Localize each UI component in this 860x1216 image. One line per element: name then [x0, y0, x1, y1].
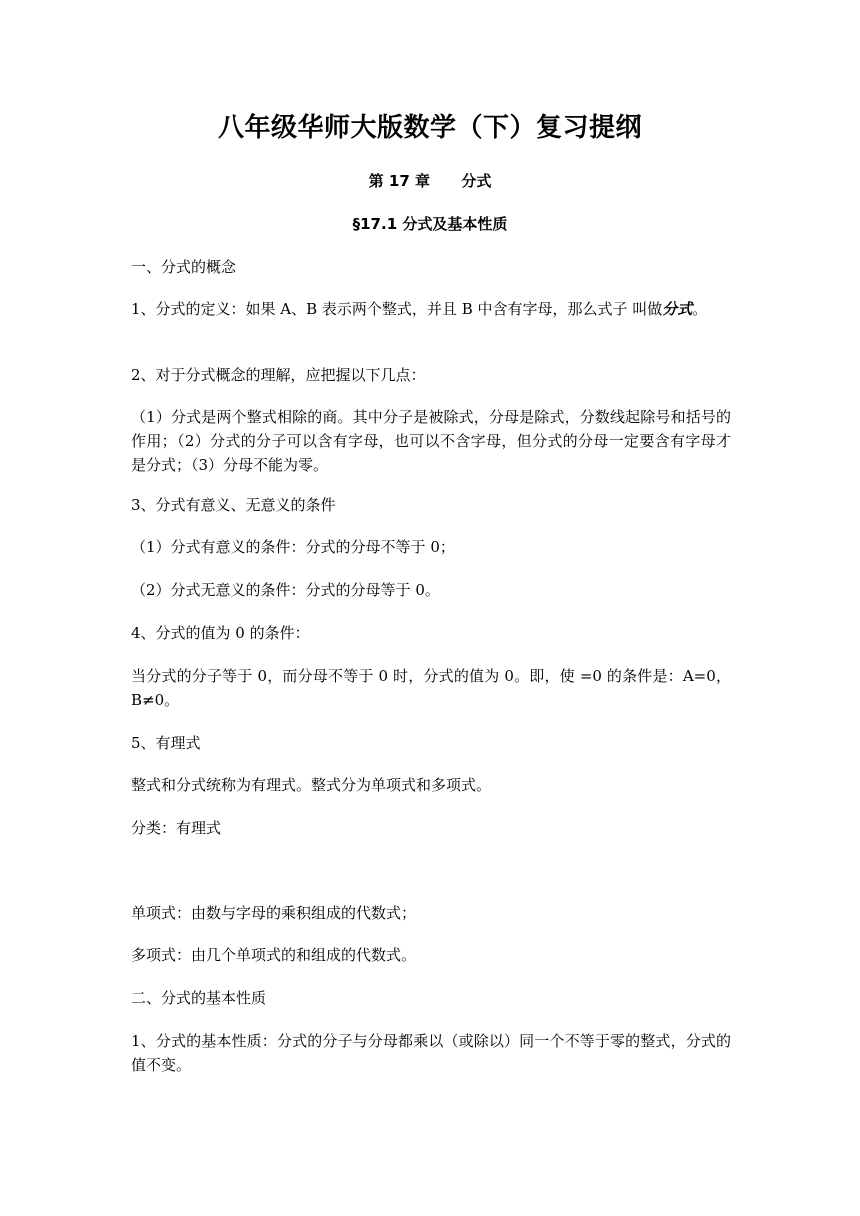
- definition-end: 。: [692, 300, 708, 318]
- paragraph-fraction-definition: [131, 297, 731, 321]
- paragraph-monomial: 单项式：由数与字母的乘积组成的代数式；: [131, 904, 417, 922]
- heading-zero-value-condition: 4、分式的值为 0 的条件：: [131, 624, 310, 642]
- paragraph-understanding-points: （1）分式是两个整式相除的商。其中分子是被除式，分母是除式，分数线起除号和括号的作用；（2）分式的分子可以含有字母，也可以不含字母，但分式的分母一定要含有字母才是分式；（3）分母不能为零。: [131, 408, 731, 474]
- heading-fraction-concept: 一、分式的概念: [131, 258, 237, 276]
- paragraph-understanding-intro: 2、对于分式概念的理解，应把握以下几点：: [131, 366, 426, 384]
- paragraph-classification: 分类：有理式: [131, 819, 222, 837]
- definition-text: 1、分式的定义：如果 A、B 表示两个整式，并且 B 中含有字母，那么式子 叫做: [131, 300, 663, 318]
- paragraph-basic-property-definition: 1、分式的基本性质：分式的分子与分母都乘以（或除以）同一个不等于零的整式，分式的值不变。: [131, 1032, 731, 1074]
- document-title: 八年级华师大版数学（下）复习提纲: [217, 113, 642, 143]
- paragraph-rational-expression-definition: 整式和分式统称为有理式。整式分为单项式和多项式。: [131, 776, 492, 794]
- section-title: §17.1 分式及基本性质: [352, 215, 508, 233]
- chapter-title: 第 17 章 分式: [368, 172, 492, 190]
- heading-basic-properties: 二、分式的基本性质: [131, 989, 267, 1007]
- paragraph-meaningful-condition: （1）分式有意义的条件：分式的分母不等于 0；: [131, 538, 455, 556]
- heading-meaningful-conditions: 3、分式有意义、无意义的条件: [131, 496, 336, 514]
- paragraph-polynomial: 多项式：由几个单项式的和组成的代数式。: [131, 946, 417, 964]
- paragraph-meaningless-condition: （2）分式无意义的条件：分式的分母等于 0。: [131, 581, 440, 599]
- term-fraction: 分式: [662, 300, 693, 318]
- paragraph-zero-value-explanation: 当分式的分子等于 0，而分母不等于 0 时，分式的值为 0。即，使 =0 的条件是：A=0，B≠0。: [131, 667, 731, 709]
- heading-rational-expression: 5、有理式: [131, 734, 201, 752]
